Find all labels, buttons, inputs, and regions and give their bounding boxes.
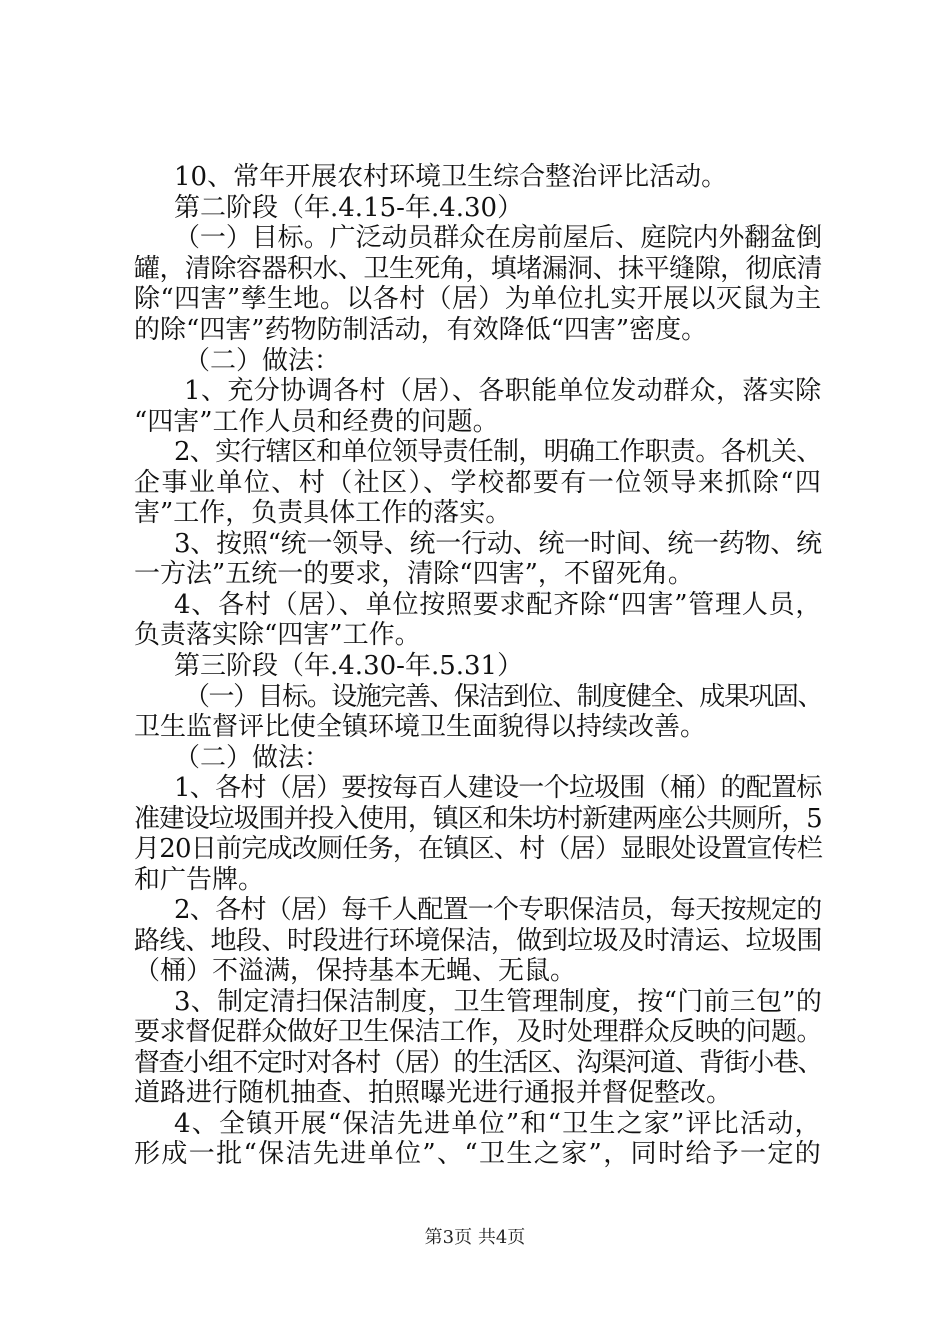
text-line: 1、各村（居）要按每百人建设一个垃圾围（桶）的配置标 <box>174 773 822 803</box>
text-line: “四害”工作人员和经费的问题。 <box>134 407 499 437</box>
text-line: 第三阶段（年.4.30-年.5.31） <box>174 651 524 681</box>
text-line: 卫生监督评比使全镇环境卫生面貌得以持续改善。 <box>134 712 707 742</box>
text-line: （二）做法： <box>174 743 331 773</box>
text-line: 3、按照“统一领导、统一行动、统一时间、统一药物、统 <box>174 529 822 559</box>
text-line: 害”工作，负责具体工作的落实。 <box>134 498 512 528</box>
text-line: 准建设垃圾围并投入使用，镇区和朱坊村新建两座公共厕所，5 <box>134 804 822 834</box>
text-line: 1、充分协调各村（居）、各职能单位发动群众，落实除 <box>184 376 822 406</box>
text-line: 第二阶段（年.4.15-年.4.30） <box>174 193 524 223</box>
text-line: 2、实行辖区和单位领导责任制，明确工作职责。各机关、 <box>174 437 822 467</box>
text-line: 督查小组不定时对各村（居）的生活区、沟渠河道、背街小巷、 <box>134 1048 823 1078</box>
text-line: 的除“四害”药物防制活动，有效降低“四害”密度。 <box>134 315 708 345</box>
text-line: 月20日前完成改厕任务，在镇区、村（居）显眼处设置宣传栏 <box>134 834 823 864</box>
text-line: （一）目标。设施完善、保洁到位、制度健全、成果巩固、 <box>184 682 823 712</box>
text-line: 要求督促群众做好卫生保洁工作，及时处理群众反映的问题。 <box>134 1017 823 1047</box>
text-line: 一方法”五统一的要求，清除“四害”，不留死角。 <box>134 559 694 589</box>
text-line: （二）做法： <box>184 346 341 376</box>
text-line: 和广告牌。 <box>134 865 265 895</box>
text-line: 2、各村（居）每千人配置一个专职保洁员，每天按规定的 <box>174 895 822 925</box>
page-footer: 第3页 共4页 <box>424 1227 526 1248</box>
text-line: 企事业单位、村（社区）、学校都要有一位领导来抓除“四 <box>134 468 823 498</box>
text-line: 3、制定清扫保洁制度，卫生管理制度，按“门前三包”的 <box>174 987 823 1017</box>
text-line: 4、全镇开展“保洁先进单位”和“卫生之家”评比活动， <box>174 1109 822 1139</box>
text-line: 路线、地段、时段进行环境保洁，做到垃圾及时清运、垃圾围 <box>134 926 823 956</box>
text-line: 除“四害”孳生地。以各村（居）为单位扎实开展以灭鼠为主 <box>134 284 822 314</box>
text-line: （桶）不溢满，保持基本无蝇、无鼠。 <box>134 956 577 986</box>
text-line: 罐，清除容器积水、卫生死角，填堵漏洞、抹平缝隙，彻底清 <box>134 254 823 284</box>
text-line: 形成一批“保洁先进单位”、“卫生之家”，同时给予一定的 <box>134 1139 823 1169</box>
text-line: 4、各村（居）、单位按照要求配齐除“四害”管理人员， <box>174 590 823 620</box>
text-line: 道路进行随机抽查、拍照曝光进行通报并督促整改。 <box>134 1078 733 1108</box>
text-line: 10、常年开展农村环境卫生综合整治评比活动。 <box>174 162 728 192</box>
text-line: 负责落实除“四害”工作。 <box>134 620 421 650</box>
text-line: （一）目标。广泛动员群众在房前屋后、庭院内外翻盆倒 <box>174 223 823 253</box>
